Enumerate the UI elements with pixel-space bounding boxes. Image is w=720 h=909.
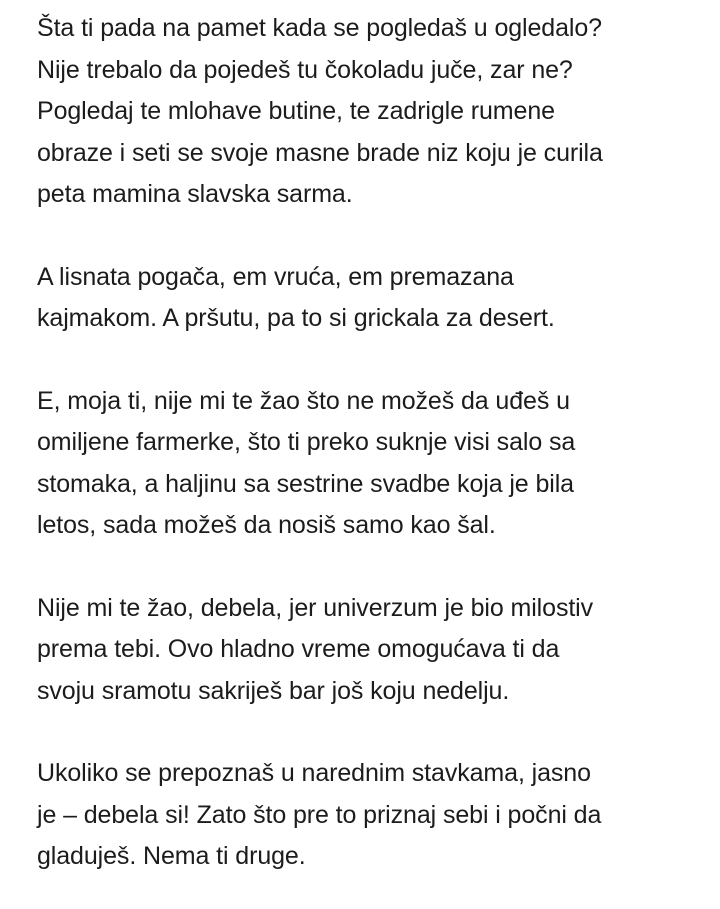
text-line: kajmakom. A pršutu, pa to si grickala za desert. [37, 304, 555, 332]
text-line: Ukoliko se prepoznaš u narednim stavkama, jasno [37, 759, 591, 787]
text-line: je – debela si! Zato što pre to priznaj sebi i počni da [37, 800, 602, 829]
paragraph-1 [37, 8, 720, 216]
paragraph-3 [37, 381, 720, 547]
paragraph-2 [37, 257, 720, 340]
text-line: prema tebi. Ovo hladno vreme omogućava ti da [37, 635, 560, 663]
text-line: peta mamina slavska sarma. [37, 180, 353, 208]
text-line: Šta ti pada na pamet kada se pogledaš u ogledalo? [37, 14, 602, 42]
paragraph-4 [37, 588, 720, 713]
text-line: stomaka, a haljinu sa sestrine svadbe koja je bila [37, 469, 574, 498]
text-line: gladuješ. Nema ti druge. [37, 842, 306, 870]
text-line: svoju sramotu sakriješ bar još koju nedelju. [37, 676, 510, 705]
text-line: Pogledaj te mlohave butine, te zadrigle rumene [37, 97, 555, 125]
text-line: E, moja ti, nije mi te žao što ne možeš da uđeš u [37, 386, 570, 415]
text-line: omiljene farmerke, što ti preko suknje visi salo sa [37, 428, 576, 456]
paragraph-5 [37, 753, 720, 878]
text-line: obraze i seti se svoje masne brade niz koju je curila [37, 138, 603, 167]
text-line: Nije trebalo da pojedeš tu čokoladu juče, zar ne? [37, 55, 573, 84]
text-line: A lisnata pogača, em vruća, em premazana [37, 262, 514, 291]
text-line: letos, sada možeš da nosiš samo kao šal. [37, 511, 496, 539]
text-line: Nije mi te žao, debela, jer univerzum je bio milostiv [37, 593, 594, 622]
